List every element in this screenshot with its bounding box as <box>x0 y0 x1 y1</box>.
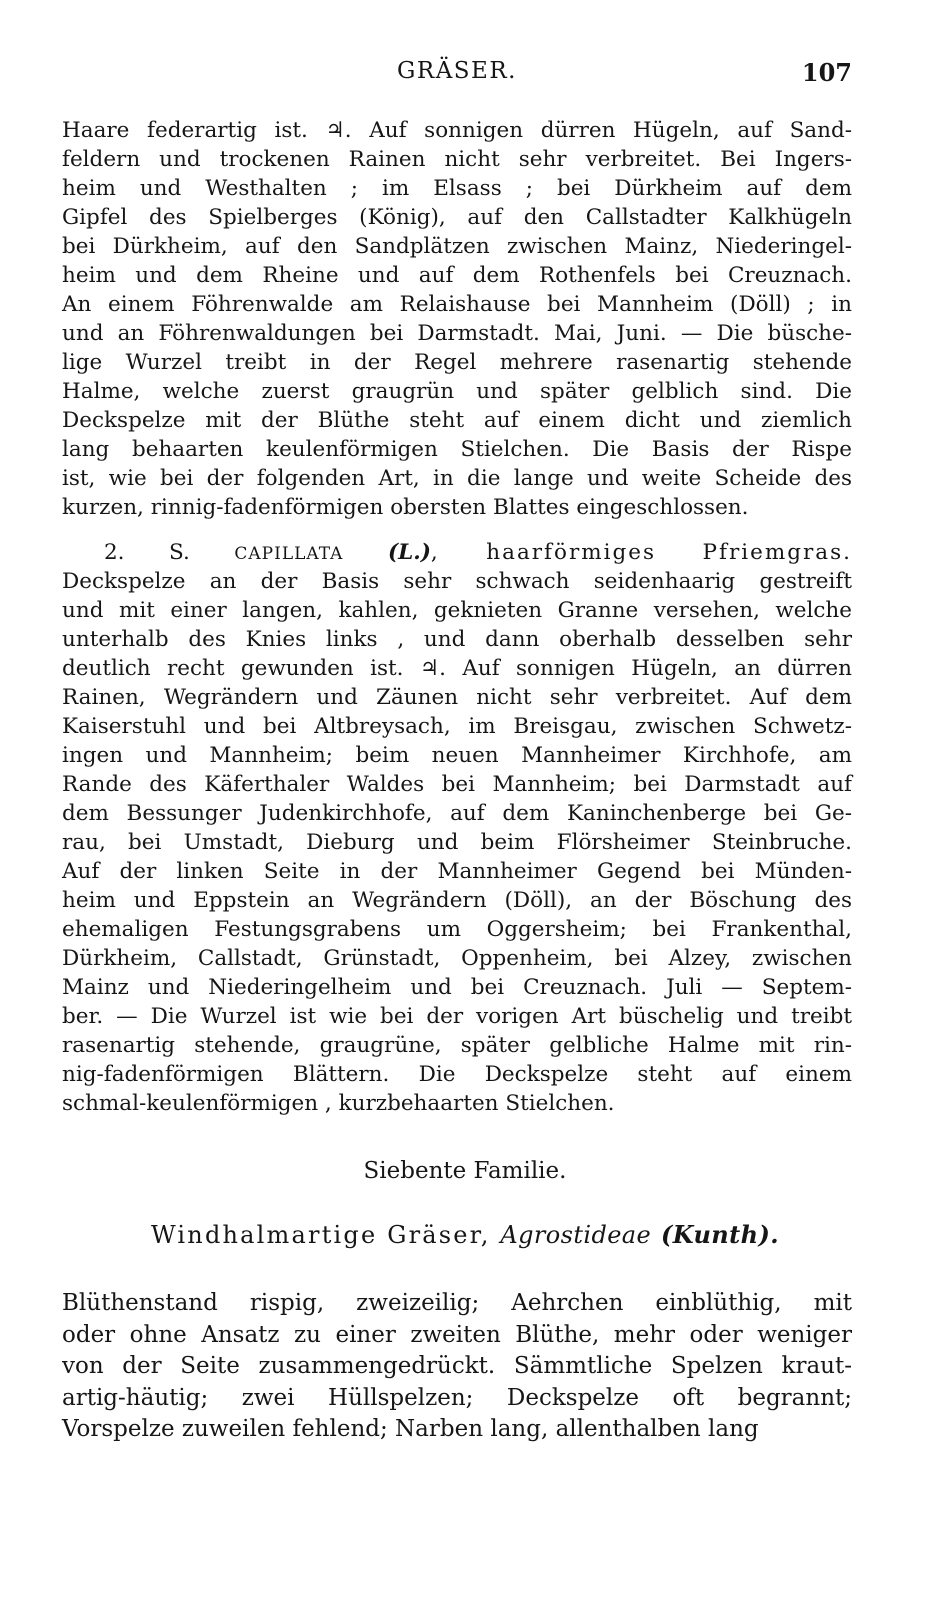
text-line: unterhalb des Knies links , und dann oberhalb desselben sehr <box>62 627 852 652</box>
text-line: lang behaarten keulenförmigen Stielchen. Die Basis der Rispe <box>62 437 852 462</box>
text-line: heim und Eppstein an Wegrändern (Döll), an der Böschung des <box>62 888 852 913</box>
tribe-author: (Kunth). <box>660 1220 780 1249</box>
text-line: deutlich recht gewunden ist. ♃. Auf sonnigen Hügeln, an dürren <box>62 656 852 681</box>
text-line: Dürkheim, Callstadt, Grünstadt, Oppenheim, bei Alzey, zwischen <box>62 946 852 971</box>
page-number: 107 <box>801 58 852 87</box>
text-line: rau, bei Umstadt, Dieburg und beim Flörsheimer Steinbruche. <box>62 830 852 855</box>
text-line: kurzen, rinnig-fadenförmigen obersten Blattes eingeschlossen. <box>62 495 749 520</box>
text-line: dem Bessunger Judenkirchhofe, auf dem Kaninchenberge bei Ge- <box>62 801 852 826</box>
text-line: Mainz und Niederingelheim und bei Creuznach. Juli — Septem- <box>62 975 852 1000</box>
text-line: ist, wie bei der folgenden Art, in die lange und weite Scheide des <box>62 466 852 491</box>
tribe-german-name: Windhalmartige Gräser, <box>150 1221 491 1249</box>
species-name: CAPILLATA <box>234 544 344 564</box>
text-line: Rainen, Wegrändern und Zäunen nicht sehr verbreitet. Auf dem <box>62 685 852 710</box>
text-line: oder ohne Ansatz zu einer zweiten Blüthe, mehr oder weniger <box>62 1321 852 1348</box>
text-line: schmal-keulenförmigen , kurzbehaarten Stielchen. <box>62 1091 615 1116</box>
running-head: GRÄSER. <box>397 58 517 84</box>
text-line: von der Seite zusammengedrückt. Sämmtliche Spelzen kraut- <box>62 1353 852 1379</box>
text-line: Deckspelze an der Basis sehr schwach seidenhaarig gestreift <box>62 569 852 594</box>
species-number: 2. S. <box>104 540 190 565</box>
text-line: An einem Föhrenwalde am Relaishause bei Mannheim (Döll) ; in <box>62 292 852 317</box>
text-line: Kaiserstuhl und bei Altbreysach, im Breisgau, zwischen Schwetz- <box>62 714 852 739</box>
text-line: und an Föhrenwaldungen bei Darmstadt. Mai, Juni. — Die büsche- <box>62 321 852 346</box>
text-line: Halme, welche zuerst graugrün und später gelblich sind. Die <box>62 379 852 404</box>
family-heading: Siebente Familie. <box>363 1158 567 1184</box>
text-line: lige Wurzel treibt in der Regel mehrere rasenartig stehende <box>62 350 852 375</box>
text-line: Deckspelze mit der Blüthe steht auf einem dicht und ziemlich <box>62 408 852 433</box>
paragraph-tribe-description <box>62 1288 852 1446</box>
text-line: Auf der linken Seite in der Mannheimer Gegend bei Münden- <box>62 859 852 884</box>
text-line: Blüthenstand rispig, zweizeilig; Aehrchen einblüthig, mit <box>62 1290 852 1316</box>
species-common-name: , haarförmiges Pfriemgras. <box>430 540 852 565</box>
text-line: nig-fadenförmigen Blättern. Die Deckspelze steht auf einem <box>62 1062 852 1087</box>
text-line: Haare federartig ist. ♃. Auf sonnigen dürren Hügeln, auf Sand- <box>62 118 852 143</box>
text-line: ber. — Die Wurzel ist wie bei der vorigen Art büschelig und treibt <box>62 1004 852 1029</box>
text-line: heim und Westhalten ; im Elsass ; bei Dürkheim auf dem <box>62 176 852 201</box>
text-line: artig-häutig; zwei Hüllspelzen; Deckspelze oft begrannt; <box>62 1384 852 1411</box>
text-line: rasenartig stehende, graugrüne, später gelbliche Halme mit rin- <box>62 1033 852 1058</box>
text-line: feldern und trockenen Rainen nicht sehr verbreitet. Bei Ingers- <box>62 147 852 172</box>
page-header <box>62 58 852 92</box>
text-line: Gipfel des Spielberges (König), auf den Callstadter Kalkhügeln <box>62 205 852 230</box>
text-line: heim und dem Rheine und auf dem Rothenfels bei Creuznach. <box>62 263 852 288</box>
text-line: ehemaligen Festungsgrabens um Oggersheim; bei Frankenthal, <box>62 917 852 942</box>
paragraph-continuation <box>62 116 852 522</box>
paragraph-stipa-capillata <box>62 538 852 1118</box>
text-line: und mit einer langen, kahlen, geknieten Granne versehen, welche <box>62 598 852 623</box>
text-line: ingen und Mannheim; beim neuen Mannheimer Kirchhofe, am <box>62 743 852 768</box>
text-line: bei Dürkheim, auf den Sandplätzen zwischen Mainz, Niederingel- <box>62 234 852 259</box>
text-line: Vorspelze zuweilen fehlend; Narben lang, allenthalben lang <box>62 1416 759 1442</box>
tribe-heading <box>0 1220 930 1249</box>
species-author: (L.) <box>387 540 431 565</box>
text-line: Rande des Käferthaler Waldes bei Mannheim; bei Darmstadt auf <box>62 772 852 797</box>
tribe-latin-name: Agrostideae <box>500 1221 652 1249</box>
species-entry-line <box>62 538 852 567</box>
